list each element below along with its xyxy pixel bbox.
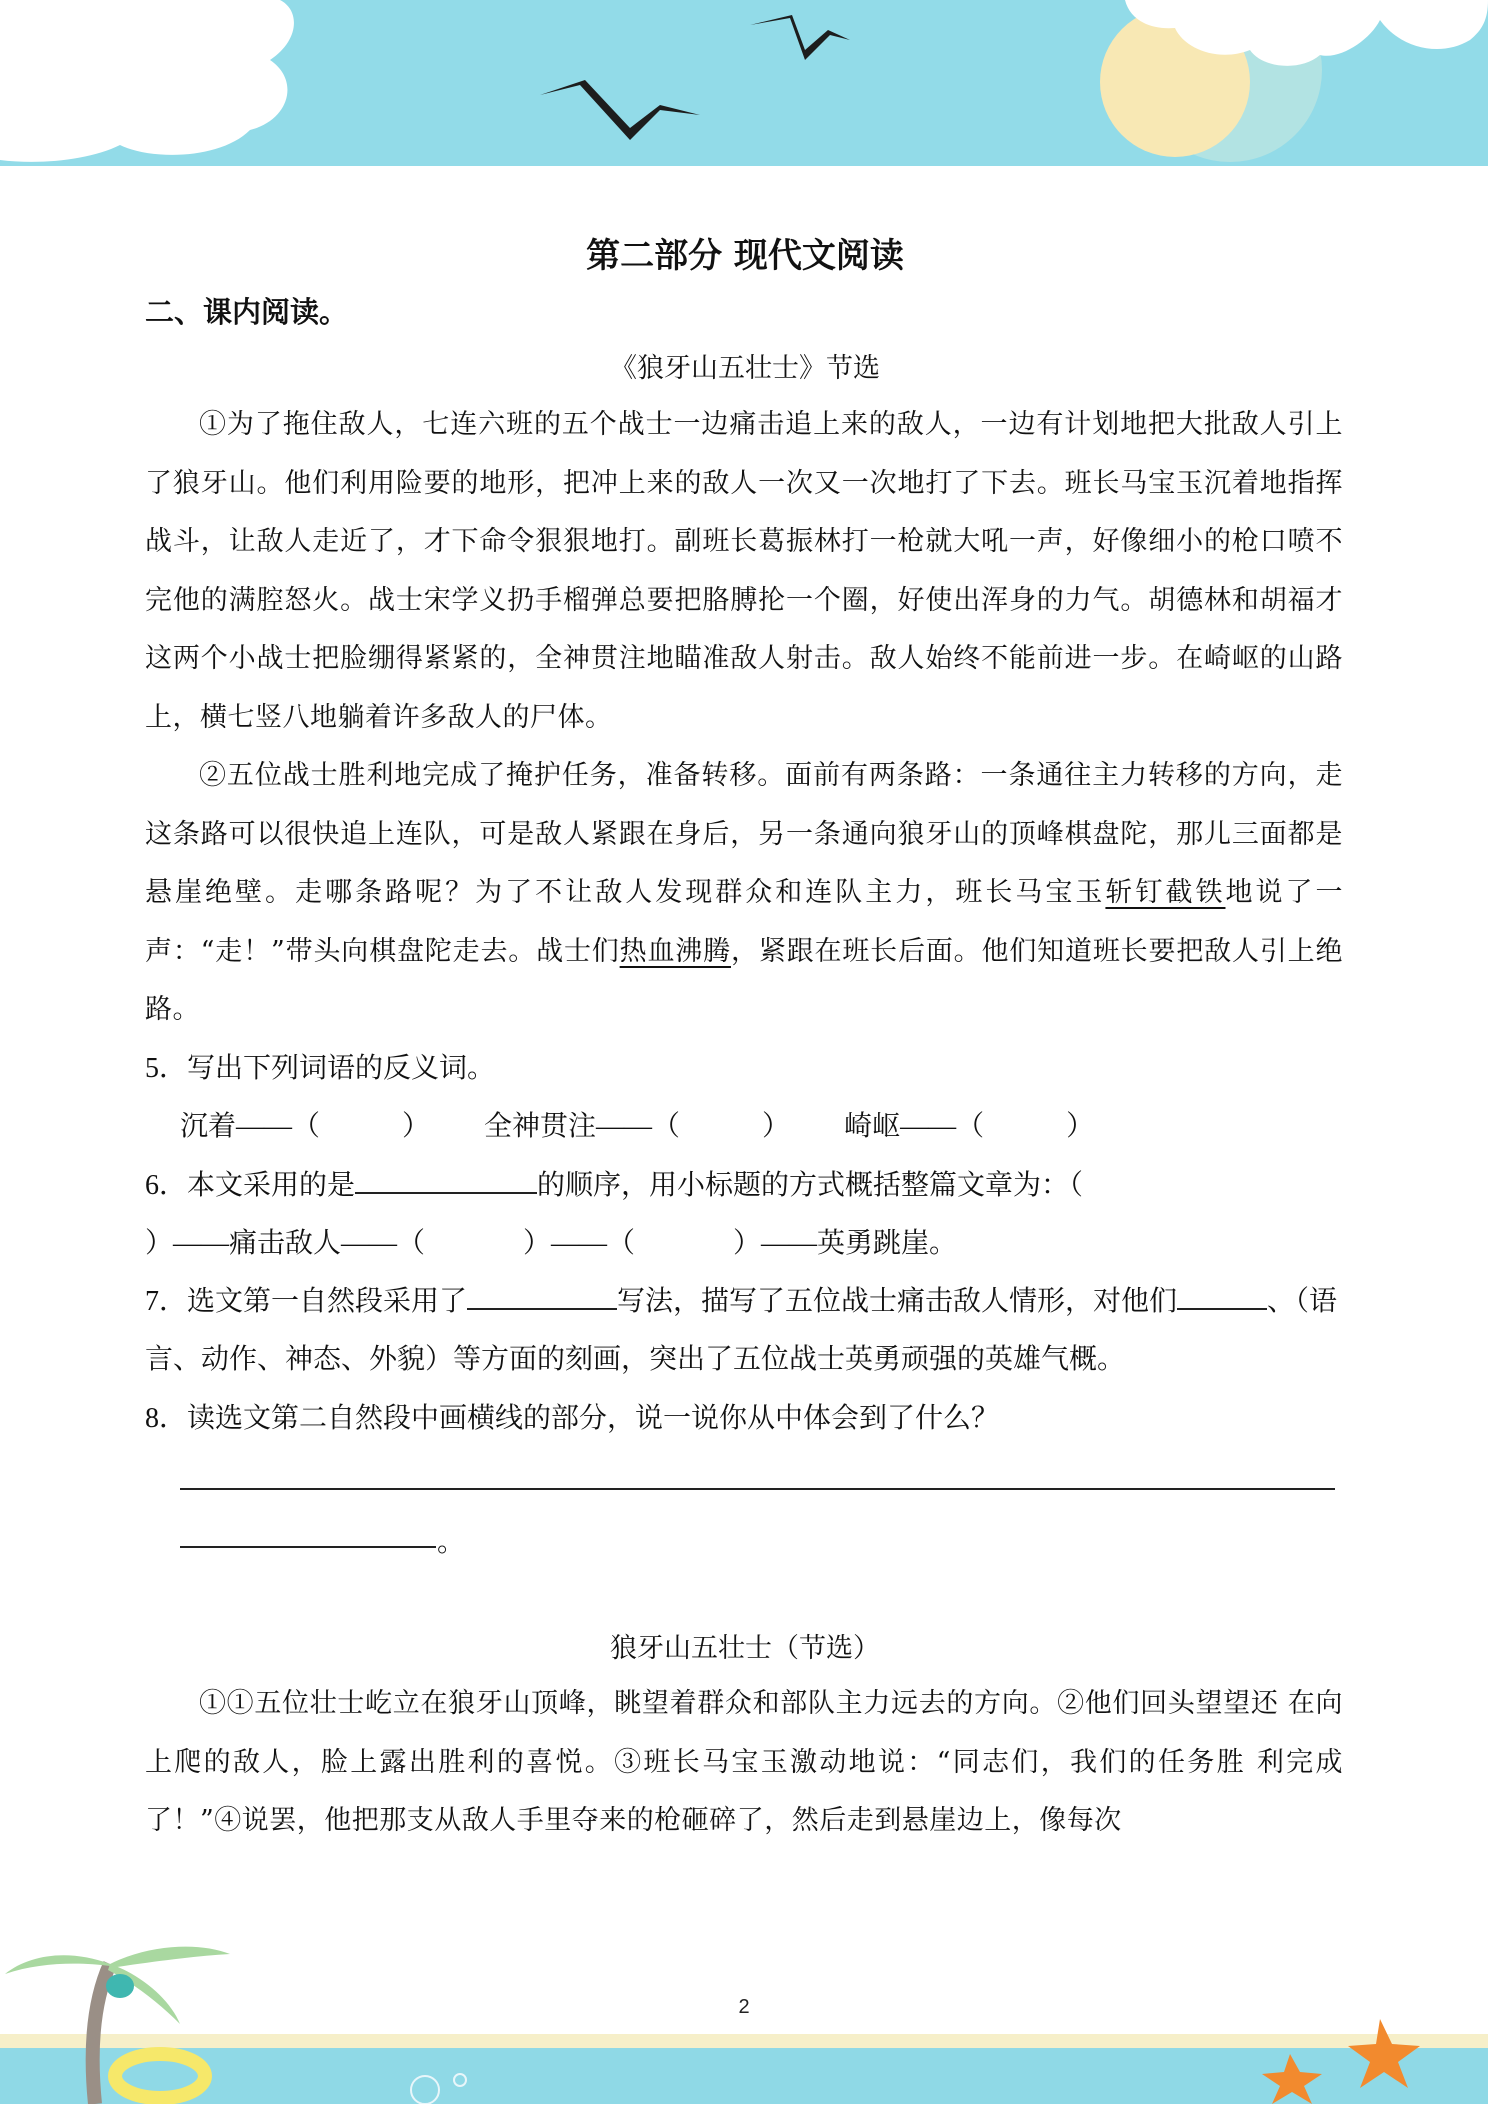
question-7 [145, 1273, 1343, 1389]
answer-blank[interactable] [467, 1278, 617, 1310]
bracket-close: ） [402, 1111, 431, 1142]
paragraph-text: 地说了一声：“走！”带头向棋盘陀走去。战士们 [145, 877, 1344, 967]
answer-blank[interactable] [355, 1162, 537, 1194]
passage-2-title: 狼牙山五壮士（节选） [610, 1633, 880, 1664]
antonym-item: 沉着——（ [180, 1111, 321, 1142]
antonym-item: 全神贯注——（ [484, 1111, 681, 1142]
question-6 [145, 1157, 1343, 1273]
q7-text: 、（语言、动作、神态、外貌）等方面的刻画，突出了五位战士英勇顽强的英雄气概。 [145, 1286, 1338, 1375]
top-banner-decoration [0, 0, 1488, 166]
palm-leaf [5, 1955, 110, 1974]
answer-line-2[interactable] [180, 1546, 436, 1548]
passage-paragraph-2 [145, 747, 1343, 1040]
answer-end-mark: 。 [437, 1527, 466, 1558]
q7-text: 写法，描写了五位战士痛击敌人情形，对他们 [617, 1286, 1178, 1317]
answer-line-1[interactable] [180, 1488, 1335, 1490]
page-number: 2 [738, 1996, 750, 2018]
q6-text: ）——（ [523, 1228, 636, 1259]
question-6-line1 [145, 1157, 1343, 1273]
bracket-close: ） [762, 1111, 791, 1142]
paragraph-text: ②五位战士胜利地完成了掩护任务，准备转移。面前有两条路：一条通往主力转移的方向，走这条路可以很快追上连队，可是敌人紧跟在身后，另一条通向狼牙山的顶峰棋盘陀，那儿三面都是悬崖绝壁。走哪条路呢？为了不让敌人发现群众和连队主力，班长马宝玉 [145, 760, 1343, 908]
q6-text: 的顺序，用小标题的方式概括整篇文章为：（ [537, 1170, 1084, 1201]
passage-title: 《狼牙山五壮士》节选 [610, 353, 880, 384]
question-7-text [145, 1273, 1343, 1389]
palm-leaf [110, 1947, 230, 1968]
question-8 [145, 1390, 1343, 1448]
q7-text: 7．选文第一自然段采用了 [145, 1286, 468, 1317]
underlined-phrase: 斩钉截铁 [1105, 877, 1226, 908]
antonym-item: 崎岖——（ [844, 1111, 985, 1142]
question-5-items [145, 1098, 1343, 1156]
question-5 [145, 1040, 1343, 1156]
q6-text: 6．本文采用的是 [145, 1170, 356, 1201]
question-5-stem: 5．写出下列词语的反义词。 [145, 1053, 496, 1084]
coconut [106, 1974, 134, 1998]
passage-2-paragraph: ①①五位壮士屹立在狼牙山顶峰，眺望着群众和部队主力远去的方向。②他们回头望望还 在向上爬的敌人，脸上露出胜利的喜悦。③班长马宝玉激动地说：“同志们，我们的任务胜 利完成了！”④说罢，他把那支从敌人手里夺来的枪砸碎了，然后走到悬崖边上，像每次 [145, 1688, 1343, 1836]
question-8-stem: 8．读选文第二自然段中画横线的部分，说一说你从中体会到了什么？ [145, 1403, 1000, 1434]
bottom-banner-decoration [0, 1904, 1488, 2104]
q6-text: ）——英勇跳崖。 [733, 1228, 958, 1259]
underlined-phrase: 热血沸腾 [619, 935, 731, 967]
paragraph-text: ，紧跟在班长后面。他们知道班长要把敌人引上绝路。 [145, 935, 1344, 1025]
answer-blank[interactable] [1177, 1278, 1267, 1310]
section-heading: 二、课内阅读。 [145, 295, 349, 329]
passage-paragraph-1: ①为了拖住敌人，七连六班的五个战士一边痛击追上来的敌人，一边有计划地把大批敌人引上了狼牙山。他们利用险要的地形，把冲上来的敌人一次又一次地打了下去。班长马宝玉沉着地指挥战斗，让敌人走近了，才下命令狠狠地打。副班长葛振林打一枪就大吼一声，好像细小的枪口喷不完他的满腔怒火。战士宋学义扔手榴弹总要把胳膊抡一个圈，好使出浑身的力气。胡德林和胡福才这两个小战士把脸绷得紧紧的，全神贯注地瞄准敌人射击。敌人始终不能前进一步。在崎岖的山路上，横七竖八地躺着许多敌人的尸体。 [145, 409, 1343, 733]
q6-text: ）——痛击敌人——（ [145, 1228, 426, 1259]
bracket-close: ） [1066, 1111, 1095, 1142]
page-title: 第二部分 现代文阅读 [586, 236, 904, 276]
